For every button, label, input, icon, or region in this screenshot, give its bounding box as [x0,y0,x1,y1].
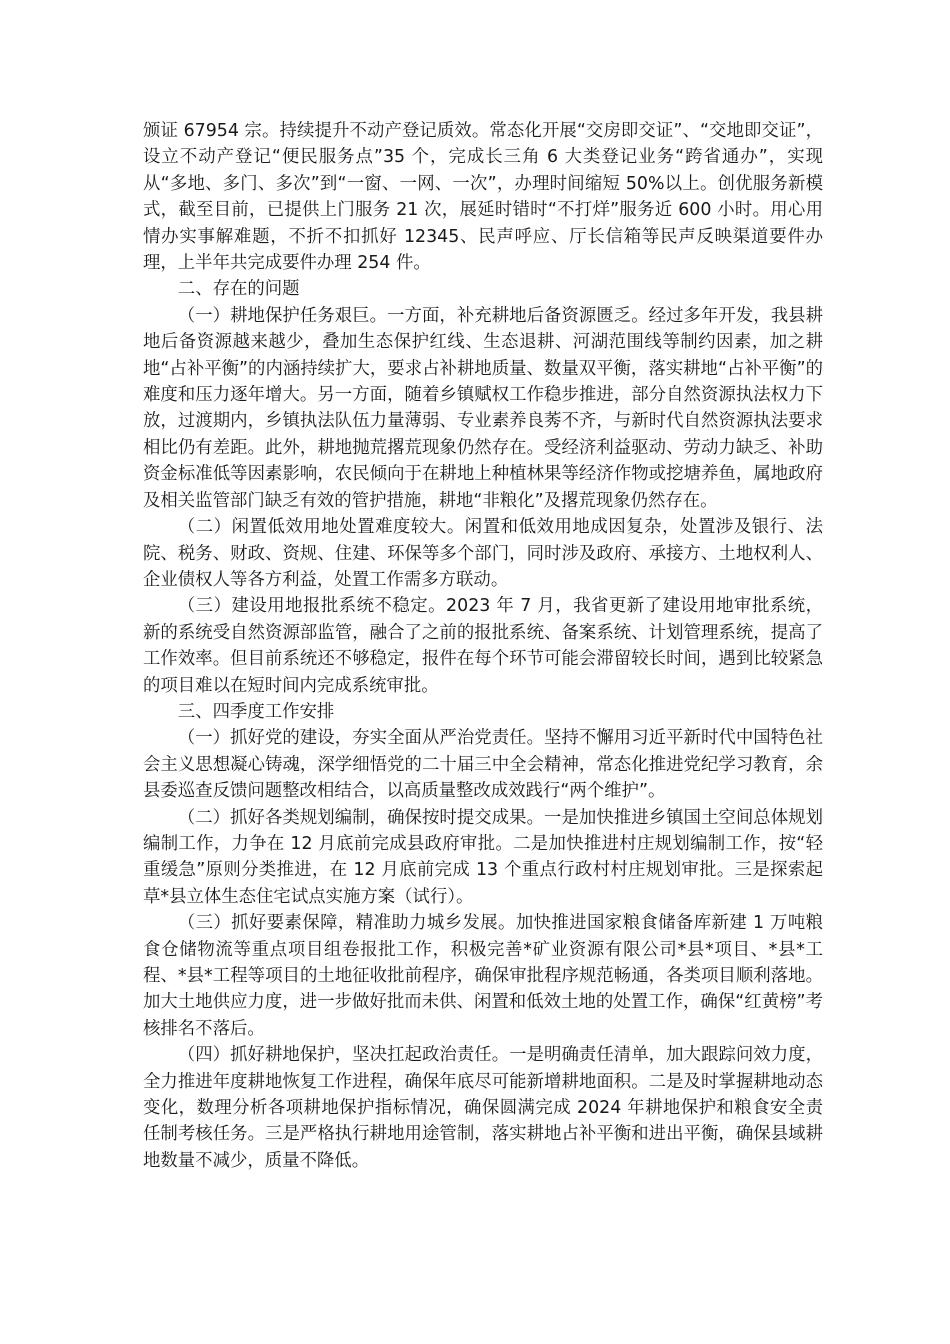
section-heading-problems: 二、存在的问题 [177,279,300,300]
paragraph-resource-guarantee: （三）抓好要素保障，精准助力城乡发展。加快推进国家粮食储备库新建 1 万吨粮食仓储物流等重点项目组卷报批工作，积极完善*矿业资源有限公司*县*项目、*县*工程、*县*工程等项目的土地征收批前程序，确保审批程序规范畅通，各类项目顺利落地。加大土地供应力度，进一步做好批而未供、闲置和低效土地的处置工作，确保“红黄榜”考核排名不落后。 [143,913,823,1039]
paragraph-approval-system: （三）建设用地报批系统不稳定。2023 年 7 月，我省更新了建设用地审批系统，新的系统受自然资源部监管，融合了之前的报批系统、备案系统、计划管理系统，提高了工作效率。但目前系统还不够稳定，报件在每个环节可能会滞留较长时间，遇到比较紧急的项目难以在短时间内完成系统审批。 [143,596,823,696]
paragraph-registration-efficiency: 颁证 67954 宗。持续提升不动产登记质效。常态化开展“交房即交证”、“交地即交证”，设立不动产登记“便民服务点”35 个，完成长三角 6 大类登记业务“跨省通办”，实现从“多地、多门、多次”到“一窗、一网、一次”，办理时间缩短 50%以上。创优服务新模式，截至目前，已提供上门服务 21 次，展延时错时“不打烊”服务近 600 小时。用心用情办实事解难题，不折不扣抓好 12345、民声呼应、厅长信箱等民声反映渠道要件办理，上半年共完成要件办理 254 件。 [143,121,823,274]
document-page [143,118,823,1174]
paragraph-planning: （二）抓好各类规划编制，确保按时提交成果。一是加快推进乡镇国土空间总体规划编制工作，力争在 12 月底前完成县政府审批。二是加快推进村庄规划编制工作，按“轻重缓急”原则分类推进，在 12 月底前完成 13 个重点行政村村庄规划审批。三是探索起草*县立体生态住宅试点实施方案（试行）。 [143,807,823,907]
paragraph-idle-land: （二）闲置低效用地处置难度较大。闲置和低效用地成因复杂，处置涉及银行、法院、税务、财政、资规、住建、环保等多个部门，同时涉及政府、承接方、土地权利人、企业债权人等各方利益，处置工作需多方联动。 [143,517,823,590]
section-heading-q4-plan: 三、四季度工作安排 [177,701,335,722]
paragraph-farmland-protection: （一）耕地保护任务艰巨。一方面，补充耕地后备资源匮乏。经过多年开发，我县耕地后备资源越来越少，叠加生态保护红线、生态退耕、河湖范围线等制约因素，加之耕地“占补平衡”的内涵持续扩大，要求占补耕地质量、数量双平衡，落实耕地“占补平衡”的难度和压力逐年增大。另一方面，随着乡镇赋权工作稳步推进，部分自然资源执法权力下放，过渡期内，乡镇执法队伍力量薄弱、专业素养良莠不齐，与新时代自然资源执法要求相比仍有差距。此外，耕地抛荒撂荒现象仍然存在。受经济利益驱动、劳动力缺乏、补助资金标准低等因素影响，农民倾向于在耕地上种植林果等经济作物或挖塘养鱼，属地政府及相关监管部门缺乏有效的管护措施，耕地“非粮化”及撂荒现象仍然存在。 [143,305,823,511]
paragraph-party-building: （一）抓好党的建设，夯实全面从严治党责任。坚持不懈用习近平新时代中国特色社会主义思想凝心铸魂，深学细悟党的二十届三中全会精神，常态化推进党纪学习教育，余县委巡查反馈问题整改相结合，以高质量整改成效践行“两个维护”。 [143,728,823,802]
paragraph-farmland-tasks: （四）抓好耕地保护，坚决扛起政治责任。一是明确责任清单，加大跟踪问效力度，全力推进年度耕地恢复工作进程，确保年底尽可能新增耕地面积。二是及时掌握耕地动态变化，数理分析各项耕地保护指标情况，确保圆满完成 2024 年耕地保护和粮食安全责任制考核任务。三是严格执行耕地用途管制，落实耕地占补平衡和进出平衡，确保县域耕地数量不减少，质量不降低。 [143,1045,823,1171]
